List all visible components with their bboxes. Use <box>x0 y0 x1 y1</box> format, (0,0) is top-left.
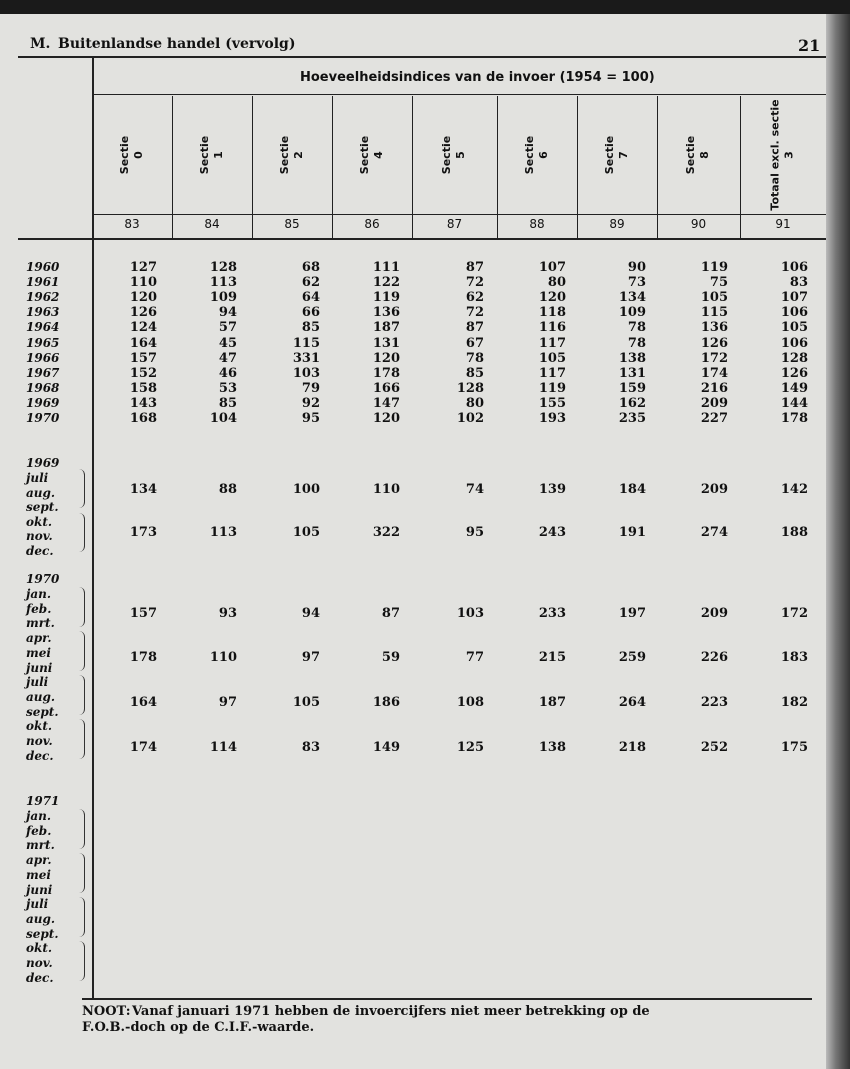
year-label: 1966 <box>26 350 60 365</box>
cell-value: 105 <box>538 350 566 366</box>
month-label: aug. <box>26 485 56 500</box>
column-section-number: 7 <box>617 151 630 159</box>
cell-value: 152 <box>129 365 157 381</box>
cell-value: 138 <box>618 350 646 366</box>
cell-value: 104 <box>209 411 237 426</box>
column-label: Sectie <box>358 135 371 175</box>
cell-value: 197 <box>618 606 646 621</box>
column-number: 91 <box>775 217 791 231</box>
footnote <box>82 1004 650 1035</box>
cell-value: 106 <box>780 335 808 351</box>
cell-value: 119 <box>538 380 566 396</box>
cell-value: 155 <box>538 395 566 411</box>
month-label: aug. <box>26 689 56 704</box>
cell-value: 191 <box>618 525 646 540</box>
cell-value: 90 <box>627 260 646 275</box>
cell-value: 172 <box>700 350 728 366</box>
month-label: dec. <box>26 543 54 558</box>
month-label: juli <box>26 897 49 912</box>
column-label: Sectie <box>198 135 211 175</box>
column-label: Totaal excl. sectie <box>769 99 782 211</box>
cell-value: 80 <box>547 275 566 291</box>
cell-value: 83 <box>789 275 808 291</box>
year-label: 1964 <box>26 320 60 335</box>
cell-value: 187 <box>538 695 566 710</box>
cell-value: 235 <box>618 411 646 426</box>
cell-value: 46 <box>218 365 237 381</box>
column-header <box>497 96 577 214</box>
year-label: 1970 <box>26 572 60 586</box>
cell-value: 158 <box>129 380 157 396</box>
cell-value: 174 <box>129 740 157 755</box>
cell-value: 223 <box>700 695 728 710</box>
cell-value: 110 <box>209 650 237 665</box>
column-number: 88 <box>529 217 545 231</box>
month-label: juli <box>26 675 49 690</box>
month-label: juni <box>26 660 53 675</box>
top-rule <box>18 56 826 58</box>
cell-value: 109 <box>618 305 646 321</box>
cell-value: 122 <box>372 275 400 291</box>
cell-value: 97 <box>218 695 237 710</box>
cell-value: 331 <box>292 350 320 366</box>
column-number: 86 <box>364 217 380 231</box>
cell-value: 322 <box>372 525 400 540</box>
cell-value: 64 <box>301 290 320 306</box>
column-number-rule <box>18 238 826 240</box>
cell-value: 134 <box>618 290 646 306</box>
cell-value: 252 <box>700 740 728 755</box>
cell-value: 66 <box>301 305 320 321</box>
month-label: dec. <box>26 748 54 763</box>
column-label: Sectie <box>440 135 454 175</box>
quarter-brace <box>78 513 85 552</box>
cell-value: 144 <box>780 395 808 411</box>
cell-value: 120 <box>538 290 566 306</box>
cell-value: 73 <box>627 275 646 291</box>
year-label: 1963 <box>26 305 60 320</box>
cell-value: 174 <box>700 365 728 381</box>
cell-value: 215 <box>538 650 566 665</box>
cell-value: 87 <box>465 320 484 336</box>
cell-value: 107 <box>780 290 808 306</box>
cell-value: 218 <box>618 740 646 755</box>
cell-value: 188 <box>780 525 808 540</box>
cell-value: 85 <box>465 365 484 381</box>
cell-value: 216 <box>700 380 728 396</box>
month-label: okt. <box>26 514 53 529</box>
cell-value: 59 <box>381 650 400 665</box>
month-label: dec. <box>26 970 54 985</box>
month-label: sept. <box>26 500 59 514</box>
cell-value: 149 <box>372 740 400 755</box>
cell-value: 124 <box>129 320 157 336</box>
column-number: 90 <box>690 217 707 231</box>
cell-value: 119 <box>700 260 728 275</box>
cell-value: 97 <box>301 650 320 665</box>
quarter-brace <box>78 897 85 937</box>
month-label: sept. <box>26 926 59 941</box>
cell-value: 106 <box>780 260 808 275</box>
month-label: feb. <box>26 823 52 838</box>
month-label: juni <box>26 882 53 897</box>
book-edge <box>826 14 850 1069</box>
cell-value: 128 <box>780 350 808 366</box>
section-letter: M. <box>30 36 51 52</box>
column-header <box>577 96 657 214</box>
cell-value: 126 <box>700 335 728 351</box>
table-title: Hoeveelheidsindices van de invoer (1954 = 100) <box>300 70 655 85</box>
cell-value: 94 <box>301 606 320 621</box>
cell-value: 111 <box>372 260 400 275</box>
scan-border <box>0 0 850 14</box>
cell-value: 105 <box>780 320 808 336</box>
cell-value: 53 <box>218 380 237 396</box>
cell-value: 209 <box>700 482 728 497</box>
cell-value: 107 <box>538 260 566 275</box>
column-section-number: 8 <box>698 151 712 159</box>
cell-value: 136 <box>700 320 728 336</box>
month-label: nov. <box>26 734 53 748</box>
month-label: apr. <box>26 853 52 868</box>
column-label: Sectie <box>118 135 131 175</box>
cell-value: 128 <box>456 380 484 396</box>
cell-value: 126 <box>780 365 808 381</box>
year-label: 1967 <box>26 365 60 380</box>
column-header <box>252 96 332 214</box>
column-number: 84 <box>204 217 220 231</box>
column-header <box>332 96 412 214</box>
footnote-line1: Vanaf januari 1971 hebben de invoercijfers niet meer betrekking op de <box>132 1004 650 1019</box>
cell-value: 136 <box>372 305 400 321</box>
cell-value: 80 <box>465 395 484 411</box>
cell-value: 92 <box>301 395 320 411</box>
cell-value: 157 <box>129 350 157 366</box>
header-rule <box>92 214 826 215</box>
cell-value: 162 <box>618 395 646 411</box>
cell-value: 62 <box>301 275 320 291</box>
column-label: Sectie <box>684 135 698 175</box>
cell-value: 74 <box>465 482 484 497</box>
cell-value: 138 <box>538 740 566 755</box>
column-number: 85 <box>284 217 300 231</box>
cell-value: 47 <box>218 350 237 366</box>
cell-value: 243 <box>538 525 566 540</box>
cell-value: 75 <box>709 275 728 291</box>
cell-value: 95 <box>465 525 484 540</box>
cell-value: 182 <box>780 695 808 710</box>
cell-value: 102 <box>456 411 484 426</box>
cell-value: 106 <box>780 305 808 321</box>
cell-value: 264 <box>618 695 646 710</box>
cell-value: 120 <box>372 411 400 426</box>
cell-value: 116 <box>538 320 566 336</box>
cell-value: 110 <box>372 482 400 497</box>
cell-value: 68 <box>301 260 320 275</box>
cell-value: 113 <box>209 525 237 540</box>
cell-value: 108 <box>456 695 484 710</box>
cell-value: 157 <box>129 606 157 621</box>
cell-value: 209 <box>700 606 728 621</box>
column-section-number: 5 <box>454 151 468 159</box>
cell-value: 233 <box>538 606 566 621</box>
cell-value: 168 <box>129 411 157 426</box>
year-label: 1971 <box>26 794 60 808</box>
year-label: 1960 <box>26 260 60 274</box>
footnote-line2: F.O.B.-doch op de C.I.F.-waarde. <box>82 1020 315 1035</box>
cell-value: 120 <box>129 290 157 306</box>
cell-value: 62 <box>465 290 484 306</box>
page-heading: Buitenlandse handel (vervolg) <box>58 36 296 52</box>
cell-value: 164 <box>129 335 157 351</box>
year-label: 1969 <box>26 395 60 410</box>
month-label: jan. <box>26 809 52 823</box>
cell-value: 178 <box>372 365 400 381</box>
cell-value: 78 <box>627 335 646 351</box>
cell-value: 178 <box>780 411 808 426</box>
month-label: mei <box>26 645 51 660</box>
quarter-brace <box>78 587 85 627</box>
cell-value: 87 <box>381 606 400 621</box>
month-label: nov. <box>26 529 53 543</box>
cell-value: 105 <box>700 290 728 306</box>
column-section-number: 2 <box>292 151 305 159</box>
cell-value: 178 <box>129 650 157 665</box>
cell-value: 183 <box>780 650 808 665</box>
cell-value: 72 <box>465 275 484 291</box>
column-header <box>412 96 497 214</box>
cell-value: 78 <box>627 320 646 336</box>
cell-value: 139 <box>538 482 566 497</box>
cell-value: 131 <box>372 335 400 351</box>
cell-value: 85 <box>218 395 237 411</box>
cell-value: 134 <box>129 482 157 497</box>
cell-value: 45 <box>218 335 237 351</box>
quarter-brace <box>78 809 85 849</box>
cell-value: 119 <box>372 290 400 306</box>
year-label: 1969 <box>26 456 60 470</box>
cell-value: 131 <box>618 365 646 381</box>
column-number: 87 <box>446 217 463 231</box>
cell-value: 109 <box>209 290 237 306</box>
year-label: 1968 <box>26 380 60 395</box>
cell-value: 128 <box>209 260 237 275</box>
cell-value: 120 <box>372 350 400 366</box>
quarter-brace <box>78 675 85 715</box>
cell-value: 226 <box>700 650 728 665</box>
cell-value: 115 <box>292 335 320 351</box>
cell-value: 95 <box>301 411 320 426</box>
cell-value: 79 <box>301 380 320 396</box>
cell-value: 149 <box>780 380 808 396</box>
footnote-label: NOOT: <box>82 1004 131 1019</box>
column-label: Sectie <box>603 135 616 175</box>
cell-value: 274 <box>700 525 728 540</box>
column-header <box>657 96 740 214</box>
bottom-rule <box>82 998 812 1000</box>
cell-value: 159 <box>618 380 646 396</box>
month-label: mrt. <box>26 838 55 853</box>
cell-value: 117 <box>538 365 566 381</box>
cell-value: 143 <box>129 395 157 411</box>
cell-value: 166 <box>372 380 400 396</box>
quarter-brace <box>78 719 85 759</box>
column-number: 89 <box>609 217 625 231</box>
month-label: feb. <box>26 601 52 616</box>
column-label: Sectie <box>523 135 536 175</box>
month-label: jan. <box>26 587 52 601</box>
year-label: 1962 <box>26 290 60 305</box>
month-label: mei <box>26 867 51 882</box>
cell-value: 259 <box>618 650 646 665</box>
quarter-brace <box>78 469 85 508</box>
cell-value: 147 <box>372 395 400 411</box>
column-header <box>92 96 172 214</box>
cell-value: 78 <box>465 350 484 366</box>
cell-value: 175 <box>780 740 808 755</box>
cell-value: 209 <box>700 395 728 411</box>
quarter-brace <box>78 941 85 981</box>
cell-value: 184 <box>618 482 646 497</box>
year-label: 1965 <box>26 335 60 350</box>
cell-value: 83 <box>301 740 320 755</box>
cell-value: 103 <box>292 365 320 381</box>
cell-value: 227 <box>700 411 728 426</box>
page-number: 21 <box>798 36 821 55</box>
cell-value: 113 <box>209 275 237 291</box>
month-label: aug. <box>26 911 56 926</box>
column-label: Sectie <box>278 135 291 175</box>
cell-value: 115 <box>700 305 728 321</box>
column-header <box>172 96 252 214</box>
cell-value: 164 <box>129 695 157 710</box>
cell-value: 125 <box>456 740 484 755</box>
cell-value: 127 <box>129 260 157 275</box>
cell-value: 77 <box>465 650 484 665</box>
cell-value: 72 <box>465 305 484 321</box>
column-section-number: 4 <box>372 151 385 159</box>
column-header <box>740 96 826 214</box>
cell-value: 114 <box>209 740 237 755</box>
month-label: okt. <box>26 719 53 734</box>
cell-value: 105 <box>292 525 320 540</box>
column-number: 83 <box>124 217 140 231</box>
title-rule <box>92 94 826 95</box>
cell-value: 193 <box>538 411 566 426</box>
cell-value: 105 <box>292 695 320 710</box>
cell-value: 126 <box>129 305 157 321</box>
month-label: sept. <box>26 704 59 719</box>
column-section-number: 1 <box>212 151 225 159</box>
cell-value: 173 <box>129 525 157 540</box>
cell-value: 94 <box>218 305 237 321</box>
quarter-brace <box>78 631 85 671</box>
month-label: okt. <box>26 941 53 956</box>
month-label: juli <box>26 471 49 485</box>
column-section-number: 0 <box>132 151 145 159</box>
cell-value: 67 <box>465 335 484 351</box>
cell-value: 88 <box>218 482 237 497</box>
year-label: 1970 <box>26 411 60 425</box>
month-label: nov. <box>26 956 53 970</box>
cell-value: 110 <box>129 275 157 291</box>
cell-value: 57 <box>218 320 237 336</box>
quarter-brace <box>78 853 85 893</box>
cell-value: 100 <box>292 482 320 497</box>
cell-value: 187 <box>372 320 400 336</box>
month-label: mrt. <box>26 616 55 631</box>
column-section-number: 3 <box>783 151 796 159</box>
cell-value: 186 <box>372 695 400 710</box>
cell-value: 117 <box>538 335 566 351</box>
cell-value: 142 <box>780 482 808 497</box>
cell-value: 87 <box>465 260 484 275</box>
cell-value: 172 <box>780 606 808 621</box>
cell-value: 118 <box>538 305 566 321</box>
year-label: 1961 <box>26 275 60 290</box>
month-label: apr. <box>26 631 52 646</box>
cell-value: 85 <box>301 320 320 336</box>
cell-value: 103 <box>456 606 484 621</box>
column-section-number: 6 <box>537 151 550 159</box>
cell-value: 93 <box>218 606 237 621</box>
